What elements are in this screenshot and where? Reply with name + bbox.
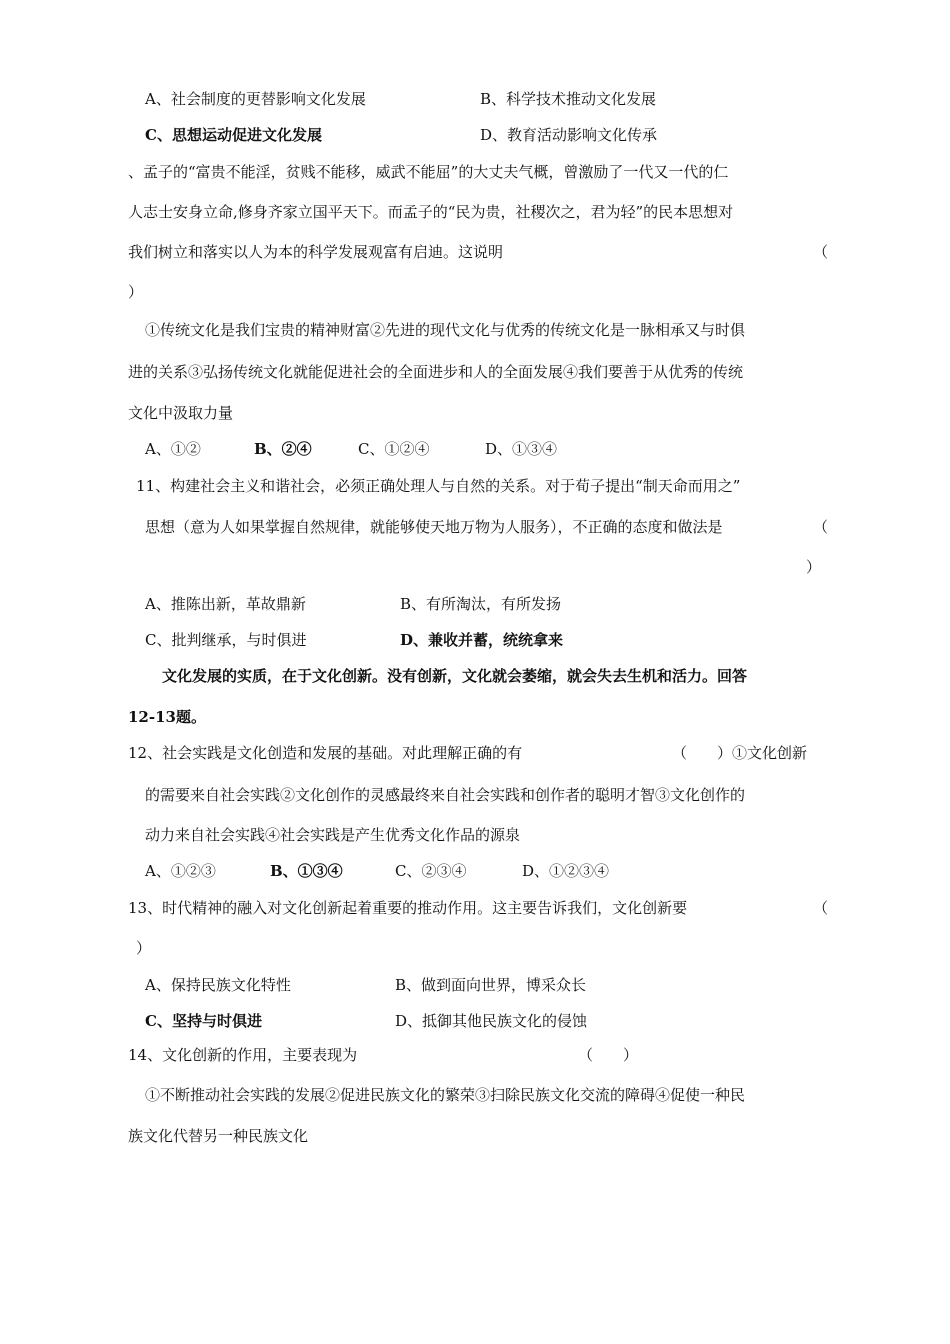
q11-stem-line-2: 思想（意为人如果掌握自然规律，就能够使天地万物为人服务），不正确的态度和做法是 <box>145 518 723 536</box>
q11-option-d: D、兼收并蓄，统统拿来 <box>400 631 564 649</box>
q11-answer-paren-open: （ <box>813 518 829 536</box>
q13-answer-paren-close: ） <box>136 939 152 957</box>
q11-option-b: B、有所淘汰，有所发扬 <box>400 595 562 613</box>
q13-option-a: A、保持民族文化特性 <box>145 976 291 994</box>
q10-answer-paren-close: ） <box>128 283 144 301</box>
q12-option-b: B、①③④ <box>270 862 343 880</box>
q10-answer-paren-open: （ <box>813 243 829 261</box>
q10-items-line-2: 进的关系③弘扬传统文化就能促进社会的全面进步和人的全面发展④我们要善于从优秀的传统 <box>128 363 744 381</box>
q12-stem-line-3: 动力来自社会实践④社会实践是产生优秀文化作品的源泉 <box>145 826 521 844</box>
q11-option-a: A、推陈出新，革故鼎新 <box>145 595 306 613</box>
q10-items-line-3: 文化中汲取力量 <box>128 404 234 422</box>
q10-option-d: D、①③④ <box>485 440 558 458</box>
q10-option-c: C、①②④ <box>358 440 430 458</box>
q9-option-d: D、教育活动影响文化传承 <box>480 126 658 144</box>
q11-stem-line-1: 11、构建社会主义和谐社会，必须正确处理人与自然的关系。对于荀子提出“制天命而用之” <box>136 477 741 495</box>
q12-option-c: C、②③④ <box>395 862 467 880</box>
q10-option-b: B、②④ <box>254 440 312 458</box>
q12-stem-line-2: 的需要来自社会实践②文化创作的灵感最终来自社会实践和创作者的聪明才智③文化创作的 <box>145 786 746 804</box>
intro-12-13-line-2: 12-13题。 <box>128 708 206 726</box>
q9-option-b: B、科学技术推动文化发展 <box>480 90 657 108</box>
q13-option-c: C、坚持与时俱进 <box>145 1012 262 1030</box>
q12-option-d: D、①②③④ <box>522 862 610 880</box>
q11-answer-paren-close: ） <box>806 558 822 576</box>
q10-stem-line-3: 我们树立和落实以人为本的科学发展观富有启迪。这说明 <box>128 243 504 261</box>
q10-option-a: A、①② <box>145 440 201 458</box>
q10-stem-line-1: 、孟子的“富贵不能淫，贫贱不能移，威武不能屈”的大丈夫气概，曾激励了一代又一代的仁 <box>128 163 729 181</box>
q13-answer-paren-open: （ <box>813 899 829 917</box>
q9-option-a: A、社会制度的更替影响文化发展 <box>145 90 366 108</box>
q10-items-line-1: ①传统文化是我们宝贵的精神财富②先进的现代文化与优秀的传统文化是一脉相承又与时俱 <box>145 321 746 339</box>
q13-stem-line-1: 13、时代精神的融入对文化创新起着重要的推动作用。这主要告诉我们，文化创新要 <box>128 899 688 917</box>
q13-option-b: B、做到面向世界，博采众长 <box>395 976 587 994</box>
q9-option-c: C、思想运动促进文化发展 <box>145 126 322 144</box>
q11-option-c: C、批判继承，与时俱进 <box>145 631 307 649</box>
q14-items-line-1: ①不断推动社会实践的发展②促进民族文化的繁荣③扫除民族文化交流的障碍④促使一种民 <box>145 1086 746 1104</box>
q14-stem-line-1: 14、文化创新的作用，主要表现为 <box>128 1046 358 1064</box>
q10-stem-line-2: 人志士安身立命,修身齐家立国平天下。而孟子的“民为贵，社稷次之，君为轻”的民本思想对 <box>128 203 734 221</box>
q14-answer-paren: （ ） <box>578 1046 639 1064</box>
q13-option-d: D、抵御其他民族文化的侵蚀 <box>395 1012 588 1030</box>
intro-12-13-line-1: 文化发展的实质，在于文化创新。没有创新，文化就会萎缩，就会失去生机和活力。回答 <box>162 667 748 685</box>
q12-stem-line-1: 12、社会实践是文化创造和发展的基础。对此理解正确的有 <box>128 744 523 762</box>
q12-answer-paren: （ ）①文化创新 <box>672 744 808 762</box>
q14-items-line-2: 族文化代替另一种民族文化 <box>128 1127 309 1145</box>
q12-option-a: A、①②③ <box>145 862 216 880</box>
